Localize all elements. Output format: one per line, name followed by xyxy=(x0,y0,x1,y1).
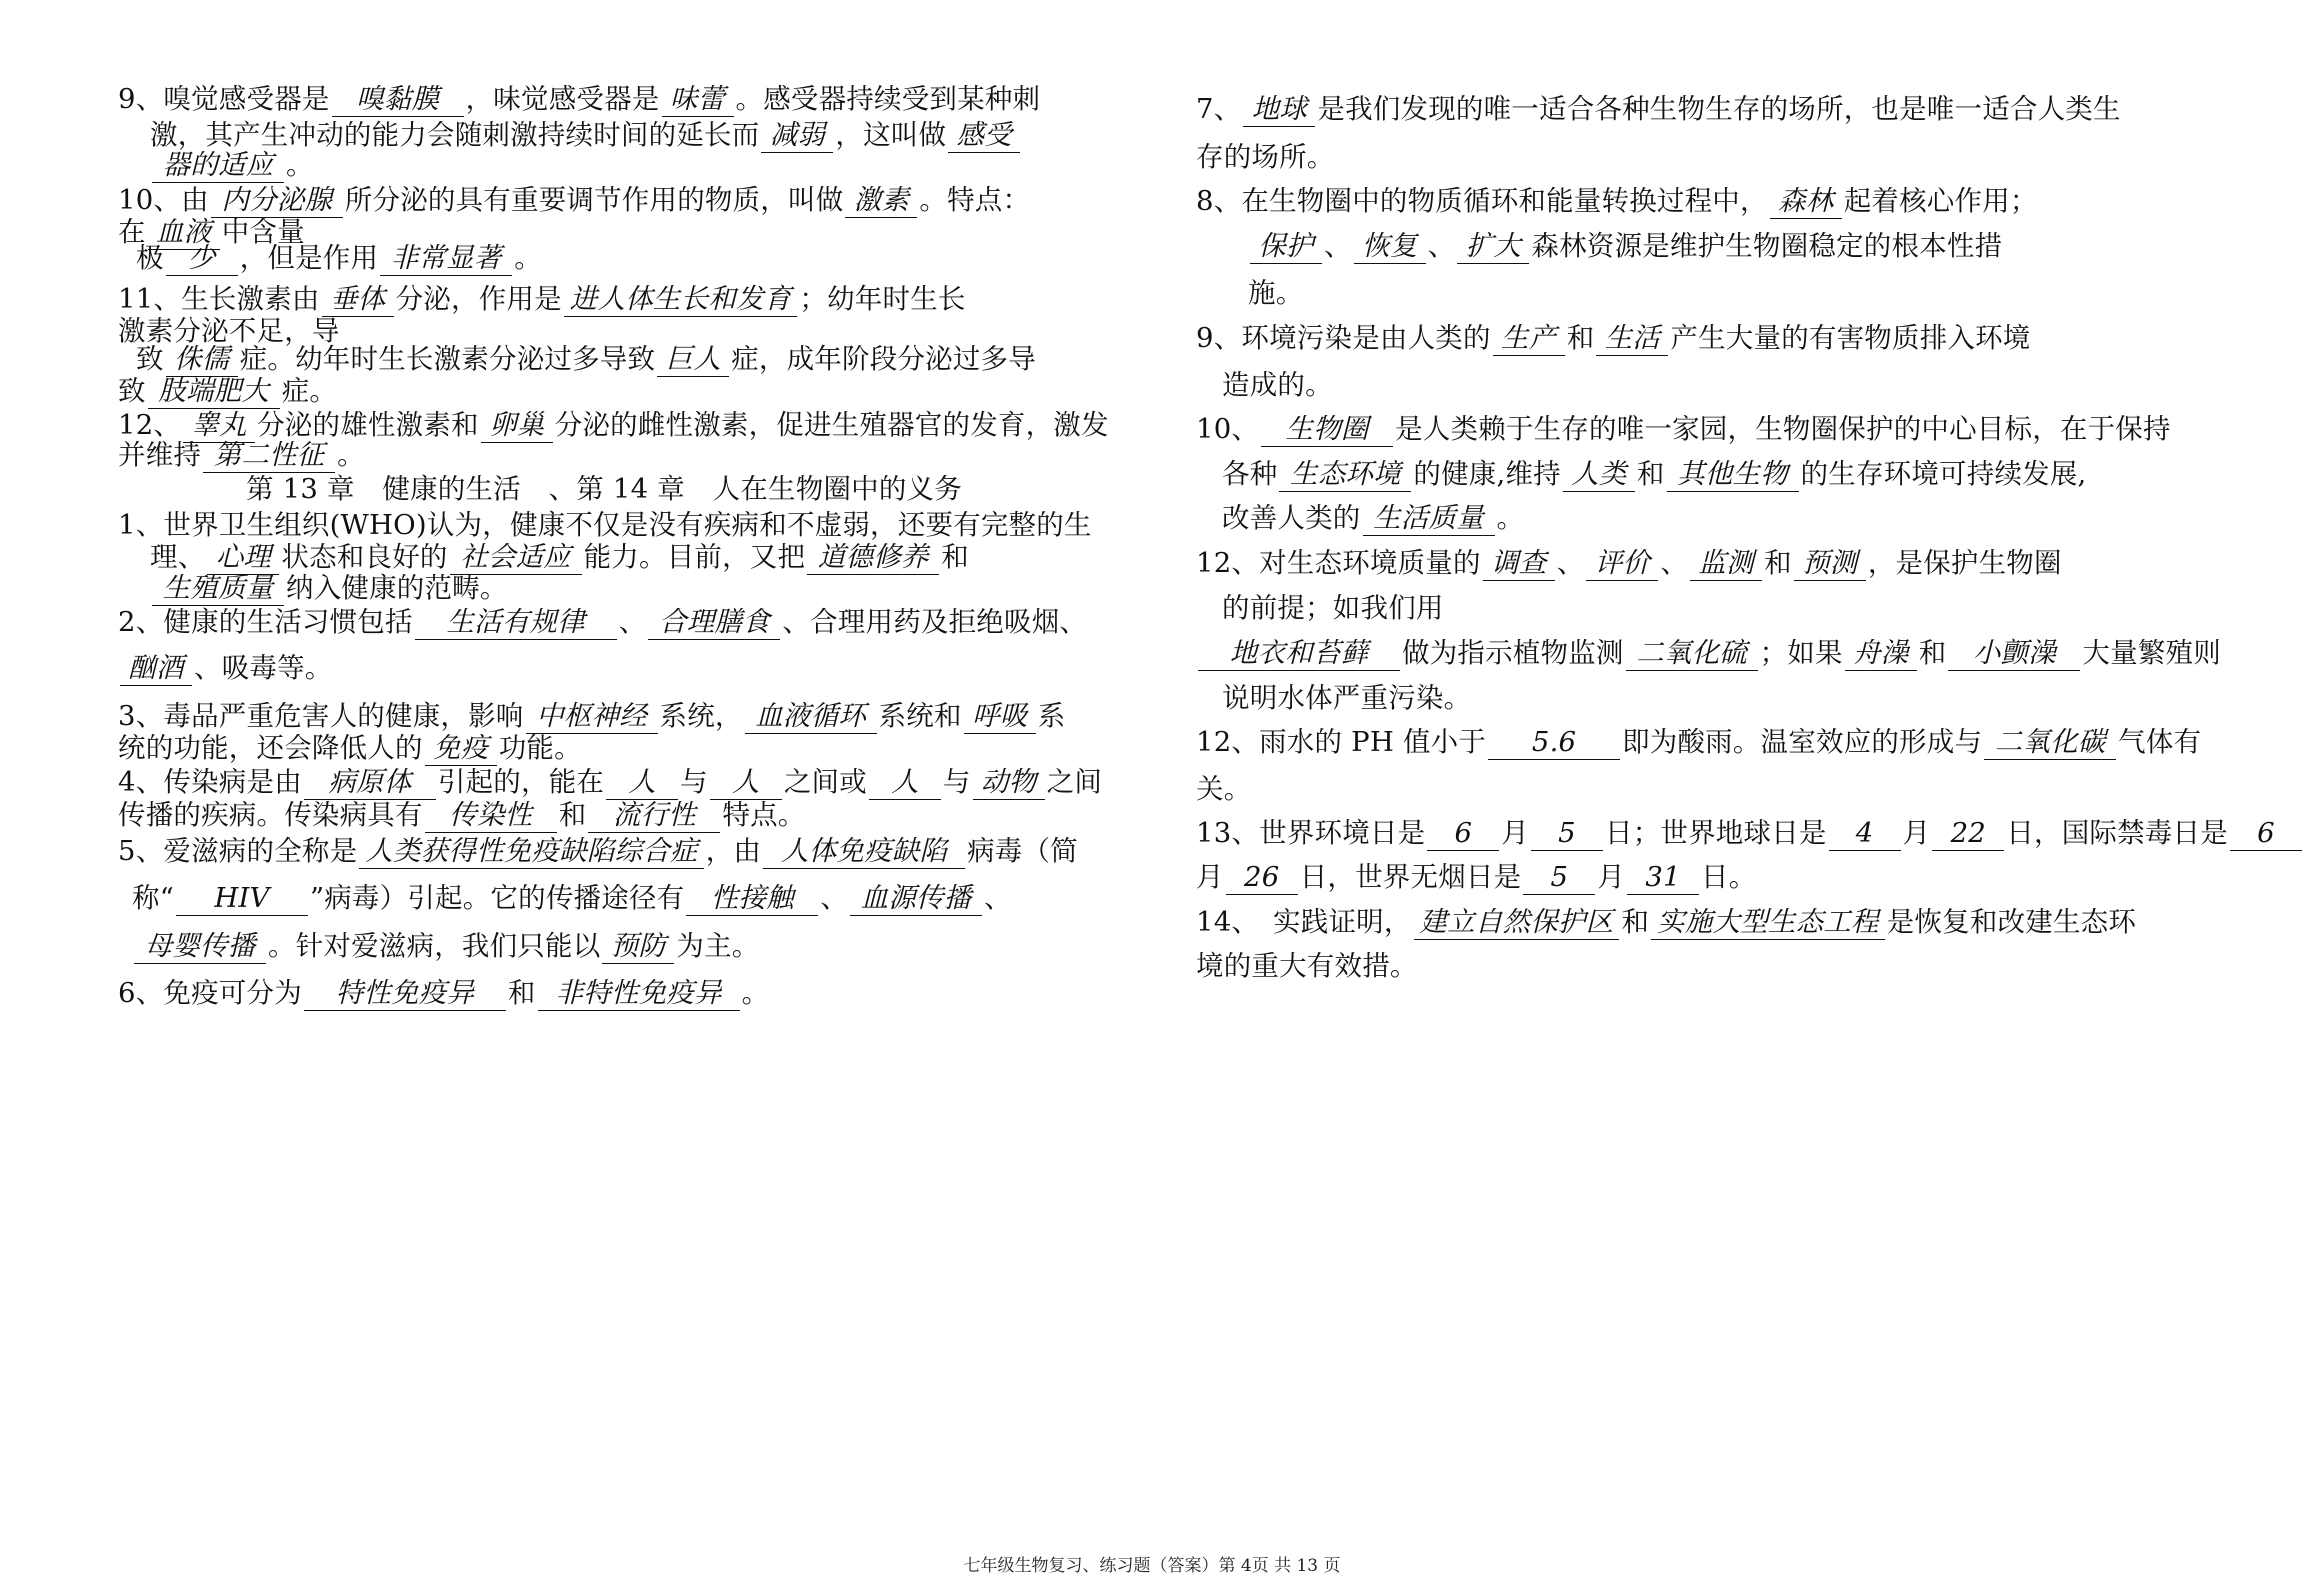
question-text: 症，成年阶段分泌过多导 xyxy=(731,343,1036,375)
answer-blank: 器的适应 xyxy=(152,152,284,183)
answer-blank: 其他生物 xyxy=(1667,461,1799,492)
question-text: 的前提；如我们用 xyxy=(1222,592,1444,624)
question-text: 10、 xyxy=(1196,413,1260,445)
answer-blank: 血源传播 xyxy=(850,885,982,916)
question-text: 、 xyxy=(984,882,1012,914)
question-text: 特点。 xyxy=(722,799,806,831)
question-text: 3、毒品严重危害人的健康，影响 xyxy=(118,700,524,732)
question-text: 。感受器持续受到某种刺 xyxy=(735,83,1041,115)
right-line-9 xyxy=(1222,458,2087,492)
question-text: 各种 xyxy=(1222,458,1278,490)
question-text: 纳入健康的范畴。 xyxy=(286,572,508,604)
answer-blank: 肢端肥大 xyxy=(148,378,280,409)
question-text: 之间 xyxy=(1046,766,1103,798)
question-text: 的健康,维持 xyxy=(1413,458,1561,490)
question-text: 激，其产生冲动的能力会随刺激持续时间的延长而 xyxy=(150,119,760,151)
question-text: 造成的。 xyxy=(1222,369,1333,401)
question-text: 起着核心作用； xyxy=(1843,185,2038,217)
answer-blank: 6 xyxy=(2230,820,2302,851)
right-line-4 xyxy=(1248,230,2003,264)
question-text: 中含量 xyxy=(221,216,305,248)
right-line-18 xyxy=(1196,861,1757,895)
right-line-1 xyxy=(1196,93,2121,127)
answer-blank: 26 xyxy=(1226,864,1298,895)
answer-blank: 卵巢 xyxy=(481,412,553,443)
question-text: 、 xyxy=(1427,230,1456,262)
question-text: ，是保护生物圈 xyxy=(1867,547,2062,579)
question-text: 11、生长激素由 xyxy=(118,283,320,315)
question-text: 激素分泌不足，导 xyxy=(118,315,340,347)
answer-blank: 社会适应 xyxy=(450,544,582,575)
left-line-20 xyxy=(118,732,582,766)
answer-blank: 道德修养 xyxy=(807,544,939,575)
left-line-13 xyxy=(246,473,962,505)
question-text: 功能。 xyxy=(498,732,582,764)
answer-blank: 小颤澡 xyxy=(1948,640,2080,671)
answer-blank: 5.6 xyxy=(1488,729,1620,760)
question-text: 即为酸雨。温室效应的形成与 xyxy=(1622,726,1983,758)
right-line-15 xyxy=(1196,726,2202,760)
question-text: 与 xyxy=(942,766,971,798)
question-text: 说明水体严重污染。 xyxy=(1222,682,1472,714)
left-line-10 xyxy=(118,375,338,409)
answer-blank: HIV xyxy=(176,885,308,916)
question-text: 病毒（简 xyxy=(967,835,1078,867)
question-text: 和 xyxy=(941,541,969,573)
left-line-6 xyxy=(136,242,542,276)
question-text: 关。 xyxy=(1196,773,1252,805)
right-line-16 xyxy=(1196,773,1252,805)
answer-blank: 生物圈 xyxy=(1261,416,1393,447)
answer-blank: 人 xyxy=(710,769,782,800)
question-text: 做为指示植物监测 xyxy=(1402,637,1624,669)
left-line-24 xyxy=(132,882,1012,916)
question-text: 日，世界无烟日是 xyxy=(1299,861,1522,893)
left-line-9 xyxy=(136,343,1036,377)
question-text: 能力。目前，又把 xyxy=(583,541,806,573)
question-text: 。 xyxy=(514,242,542,274)
left-line-11 xyxy=(118,409,1109,443)
answer-blank: 血液循环 xyxy=(745,703,877,734)
question-text: 致 xyxy=(136,343,164,375)
answer-blank: 生殖质量 xyxy=(152,575,284,606)
question-text: 致 xyxy=(118,375,146,407)
question-text: 和 xyxy=(1566,322,1595,354)
right-line-20 xyxy=(1196,950,1418,982)
left-line-12 xyxy=(118,439,365,473)
question-text: 分泌的雌性激素，促进生殖器官的发育，激发 xyxy=(554,409,1109,441)
answer-blank: 睾丸 xyxy=(183,412,255,443)
answer-blank: 评价 xyxy=(1586,550,1658,581)
answer-blank: 流行性 xyxy=(588,802,720,833)
question-text: 症。幼年时生长激素分泌过多导致 xyxy=(239,343,656,375)
question-text: 称“ xyxy=(132,882,174,914)
left-line-16 xyxy=(150,572,508,606)
answer-blank: 生态环境 xyxy=(1279,461,1411,492)
answer-blank: 调查 xyxy=(1483,550,1555,581)
question-text: 状态和良好的 xyxy=(281,541,448,573)
question-text: 为主。 xyxy=(676,930,760,962)
right-line-10 xyxy=(1222,502,1525,536)
answer-blank: 合理膳食 xyxy=(648,609,780,640)
question-text: 、合理用药及拒绝吸烟、 xyxy=(782,606,1088,638)
question-text: 、吸毒等。 xyxy=(194,652,333,684)
question-text: 日；世界地球日是 xyxy=(1605,817,1827,849)
question-text: 大量繁殖则 xyxy=(2082,637,2221,669)
page-footer: 七年级生物复习、练习题（答案）第 4页 共 13 页 xyxy=(963,1556,1341,1576)
answer-blank: 生产 xyxy=(1493,325,1565,356)
question-text: ，这叫做 xyxy=(835,119,947,151)
question-text: ，由 xyxy=(705,835,762,867)
question-text: 并维持 xyxy=(118,439,202,471)
left-line-22 xyxy=(118,799,806,833)
answer-blank: 预测 xyxy=(1794,550,1866,581)
question-text: 9、环境污染是由人类的 xyxy=(1196,322,1491,354)
answer-blank: 人类获得性免疫缺陷综合症 xyxy=(359,838,703,869)
answer-blank: 酗酒 xyxy=(120,655,192,686)
answer-blank: 5 xyxy=(1531,820,1603,851)
question-text: 1、世界卫生组织(WHO)认为，健康不仅是没有疾病和不虚弱，还要有完整的生 xyxy=(118,509,1092,541)
left-line-23 xyxy=(118,835,1078,869)
question-text: 是恢复和改建生态环 xyxy=(1886,906,2137,938)
question-text: 系统， xyxy=(659,700,743,732)
answer-blank: 侏儒 xyxy=(166,346,238,377)
answer-blank: 动物 xyxy=(973,769,1045,800)
question-text: 7、 xyxy=(1196,93,1242,125)
question-text: 和 xyxy=(558,799,587,831)
answer-blank: 5 xyxy=(1523,864,1595,895)
question-text: 气体有 xyxy=(2118,726,2202,758)
answer-blank: 血液 xyxy=(148,219,220,250)
question-text: 和 xyxy=(1621,906,1650,938)
question-text: 传播的疾病。传染病具有 xyxy=(118,799,423,831)
left-line-1 xyxy=(118,83,1041,117)
answer-blank: 舟澡 xyxy=(1845,640,1917,671)
left-line-25 xyxy=(132,930,760,964)
question-text: 系统和 xyxy=(878,700,962,732)
question-text: 4、传染病是由 xyxy=(118,766,302,798)
right-line-3 xyxy=(1196,185,2038,219)
answer-blank: 预防 xyxy=(602,933,674,964)
answer-blank: 中枢神经 xyxy=(526,703,658,734)
answer-blank: 地球 xyxy=(1243,96,1315,127)
question-text: ，味觉感受器是 xyxy=(465,83,660,115)
right-line-2 xyxy=(1196,141,1335,173)
answer-blank: 激素 xyxy=(845,187,917,218)
question-text: 、 xyxy=(1324,230,1352,262)
question-text: 。针对爱滋病，我们只能以 xyxy=(268,930,601,962)
answer-blank: 建立自然保护区 xyxy=(1414,909,1620,940)
left-line-4 xyxy=(118,184,1031,218)
right-line-12 xyxy=(1222,592,1444,624)
question-text: 是人类赖于生存的唯一家园，生物圈保护的中心目标，在于保持 xyxy=(1395,413,2171,445)
right-line-6 xyxy=(1196,322,2031,356)
question-text: 森林资源是维护生物圈稳定的根本性措 xyxy=(1531,230,2003,262)
question-text: 施。 xyxy=(1248,277,1304,309)
answer-blank: 性接触 xyxy=(686,885,818,916)
question-text: 理、 xyxy=(150,541,206,573)
question-text: 13、世界环境日是 xyxy=(1196,817,1426,849)
question-text: 极 xyxy=(136,242,164,274)
question-text: 、 xyxy=(820,882,849,914)
answer-blank: 6 xyxy=(1427,820,1499,851)
question-text: 9、嗅觉感受器是 xyxy=(118,83,330,115)
question-text: 。 xyxy=(337,439,365,471)
question-text: 12、对生态环境质量的 xyxy=(1196,547,1481,579)
question-text: 月 xyxy=(1597,861,1626,893)
answer-blank: 保护 xyxy=(1250,233,1322,264)
question-text: ；如果 xyxy=(1759,637,1843,669)
question-text: 统的功能，还会降低人的 xyxy=(118,732,423,764)
question-text: 。特点： xyxy=(919,184,1031,216)
left-line-3 xyxy=(150,149,314,183)
question-text: 和 xyxy=(507,977,536,1009)
question-text: 、 xyxy=(1660,547,1689,579)
question-text: ；幼年时生长 xyxy=(799,283,966,315)
question-text: 境的重大有效措。 xyxy=(1196,950,1418,982)
question-text: 12、雨水的 PH 值小于 xyxy=(1196,726,1487,758)
answer-blank: 特性免疫异 xyxy=(304,980,506,1011)
question-text: 存的场所。 xyxy=(1196,141,1335,173)
answer-blank: 人类 xyxy=(1563,461,1635,492)
answer-blank: 二氧化碳 xyxy=(1984,729,2116,760)
answer-blank: 呼吸 xyxy=(964,703,1036,734)
answer-blank: 病原体 xyxy=(304,769,436,800)
right-line-19 xyxy=(1196,906,2137,940)
question-text: 月 xyxy=(1501,817,1529,849)
question-text: 。 xyxy=(286,149,314,181)
question-text: 在 xyxy=(118,216,146,248)
question-text: 月 xyxy=(1902,817,1931,849)
question-text: 、 xyxy=(618,606,647,638)
question-text: 。 xyxy=(1496,502,1525,534)
left-line-19 xyxy=(118,700,1066,734)
answer-blank: 人 xyxy=(606,769,678,800)
question-text: 分泌的雄性激素和 xyxy=(257,409,479,441)
question-text: 的生存环境可持续发展, xyxy=(1800,458,2087,490)
answer-blank: 生活有规律 xyxy=(415,609,617,640)
question-text: 8、在生物圈中的物质循环和能量转换过程中， xyxy=(1196,185,1768,217)
right-line-14 xyxy=(1222,682,1472,714)
question-text: 改善人类的 xyxy=(1222,502,1361,534)
question-text: 日。 xyxy=(1701,861,1757,893)
answer-blank: 扩大 xyxy=(1457,233,1529,264)
question-text: 之间或 xyxy=(783,766,867,798)
question-text: 所分泌的具有重要调节作用的物质，叫做 xyxy=(344,184,844,216)
left-line-21 xyxy=(118,766,1103,800)
answer-blank: 人体免疫缺陷 xyxy=(763,838,965,869)
left-line-17 xyxy=(118,606,1088,640)
answer-blank: 感受 xyxy=(948,122,1020,153)
answer-blank: 森林 xyxy=(1770,188,1842,219)
answer-blank: 母婴传播 xyxy=(134,933,266,964)
question-text: 引起的，能在 xyxy=(437,766,605,798)
right-line-13 xyxy=(1196,637,2221,671)
question-text: 和 xyxy=(1636,458,1665,490)
question-text: 。 xyxy=(741,977,770,1009)
left-line-26 xyxy=(118,977,770,1011)
answer-blank: 生活质量 xyxy=(1363,505,1495,536)
answer-blank: 恢复 xyxy=(1354,233,1426,264)
answer-blank: 味蕾 xyxy=(662,86,734,117)
question-text: 分泌，作用是 xyxy=(395,283,562,315)
right-line-5 xyxy=(1248,277,1304,309)
question-text: 月 xyxy=(1196,861,1224,893)
right-line-8 xyxy=(1196,413,2171,447)
question-text: 和 xyxy=(1918,637,1947,669)
answer-blank: 内分泌腺 xyxy=(211,187,343,218)
question-text: 产生大量的有害物质排入环境 xyxy=(1670,322,2031,354)
left-line-2 xyxy=(150,119,1022,153)
left-line-7 xyxy=(118,283,966,317)
answer-blank: 巨人 xyxy=(657,346,729,377)
question-text: 日，国际禁毒日是 xyxy=(2006,817,2228,849)
answer-blank: 减弱 xyxy=(761,122,833,153)
question-text: 14、 实践证明， xyxy=(1196,906,1412,938)
answer-blank: 监测 xyxy=(1690,550,1762,581)
answer-blank: 实施大型生态工程 xyxy=(1651,909,1885,940)
question-text: 和 xyxy=(1764,547,1792,579)
answer-blank: 心理 xyxy=(207,544,279,575)
question-text: 5、爱滋病的全称是 xyxy=(118,835,358,867)
answer-blank: 传染性 xyxy=(425,802,557,833)
question-text: 症。 xyxy=(281,375,338,407)
answer-blank: 人 xyxy=(869,769,941,800)
question-text: 第 13 章 健康的生活 、第 14 章 人在生物圈中的义务 xyxy=(246,473,962,505)
question-text: ，但是作用 xyxy=(239,242,379,274)
left-line-14 xyxy=(118,509,1092,541)
answer-blank: 非特性免疫异 xyxy=(538,980,740,1011)
question-text: ”病毒）引起。它的传播途径有 xyxy=(309,882,685,914)
answer-blank: 免疫 xyxy=(425,735,497,766)
question-text: 12、 xyxy=(118,409,182,441)
answer-blank: 进人体生长和发育 xyxy=(564,286,798,317)
question-text: 6、免疫可分为 xyxy=(118,977,302,1009)
question-text: 系 xyxy=(1037,700,1066,732)
answer-blank: 嗅黏膜 xyxy=(332,86,464,117)
answer-blank: 4 xyxy=(1829,820,1901,851)
answer-blank: 二氧化硫 xyxy=(1626,640,1758,671)
answer-blank: 第二性征 xyxy=(203,442,335,473)
answer-blank: 少 xyxy=(166,245,238,276)
answer-blank: 生活 xyxy=(1596,325,1668,356)
right-line-17 xyxy=(1196,817,2304,851)
answer-blank: 22 xyxy=(1932,820,2004,851)
left-line-18 xyxy=(118,652,333,686)
answer-blank: 非常显著 xyxy=(380,245,512,276)
question-text: 10、由 xyxy=(118,184,209,216)
answer-blank: 地衣和苔藓 xyxy=(1198,640,1400,671)
left-line-8 xyxy=(118,315,340,347)
question-text: 、 xyxy=(1556,547,1585,579)
answer-blank: 垂体 xyxy=(322,286,394,317)
left-line-15 xyxy=(150,541,969,575)
question-text: 是我们发现的唯一适合各种生物生存的场所，也是唯一适合人类生 xyxy=(1317,93,2121,125)
question-text: 2、健康的生活习惯包括 xyxy=(118,606,413,638)
answer-blank: 31 xyxy=(1627,864,1699,895)
question-text: 与 xyxy=(680,766,708,798)
right-line-7 xyxy=(1222,369,1333,401)
right-line-11 xyxy=(1196,547,2062,581)
